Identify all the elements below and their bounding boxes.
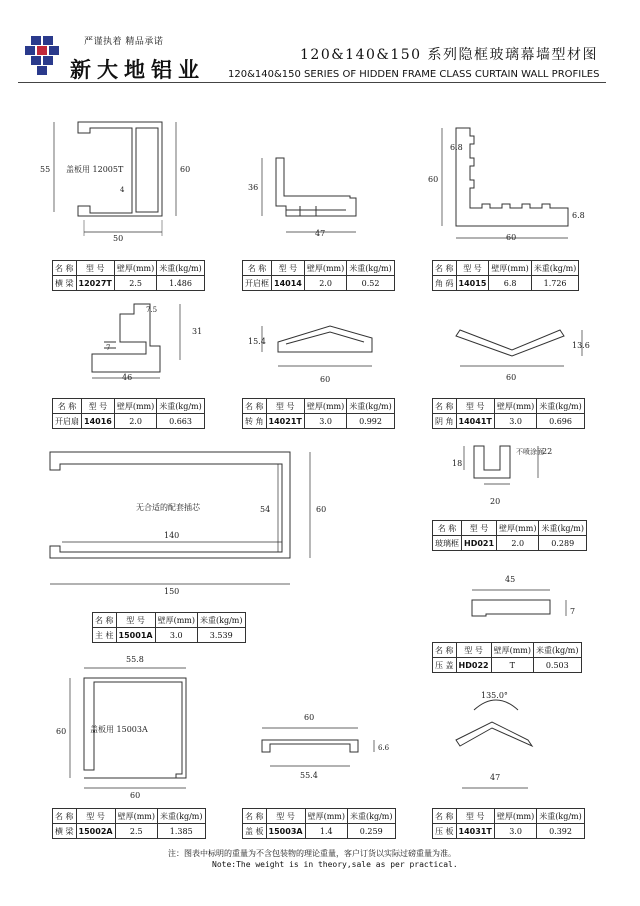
profile-code: 14014 (272, 276, 305, 291)
profile-name: 开启扇 (53, 414, 82, 429)
profile-weight: 1.385 (158, 824, 206, 839)
header-name: 名 称 (433, 809, 457, 824)
company-name: 新大地铝业 (70, 57, 205, 82)
profile-name: 转 角 (243, 414, 267, 429)
spec-table-15001a (92, 612, 246, 643)
header-name: 名 称 (243, 399, 267, 414)
header-code: 型 号 (76, 261, 114, 276)
profile-drawing-14014 (248, 158, 356, 238)
header-weight: 米重(kg/m) (157, 261, 205, 276)
dim-label: 7 (106, 344, 111, 352)
profile-thickness: 3.0 (304, 414, 346, 429)
dim-label: 6.8 (450, 143, 463, 152)
dim-label: 15.4 (248, 337, 266, 346)
spec-table-15002a (52, 808, 206, 839)
header-name: 名 称 (53, 809, 77, 824)
profile-code: 15002A (76, 824, 115, 839)
dim-label: 60 (56, 727, 67, 736)
profile-thickness: 3.0 (155, 628, 197, 643)
profile-inner-label: 盖板用 12005T (66, 165, 124, 174)
dim-label: 60 (130, 791, 141, 800)
header-code: 型 号 (266, 809, 305, 824)
header-code: 型 号 (462, 521, 497, 536)
dim-label: 60 (428, 175, 439, 184)
profile-weight: 0.259 (348, 824, 396, 839)
profile-weight: 0.696 (537, 414, 585, 429)
spec-table-hd022 (432, 642, 582, 673)
dim-label: 45 (505, 575, 516, 584)
profile-weight: 0.503 (534, 658, 582, 673)
header-weight: 米重(kg/m) (347, 399, 395, 414)
dim-label: 47 (315, 229, 326, 238)
spec-table-hd021 (432, 520, 587, 551)
profile-thickness: T (491, 658, 533, 673)
dim-label: 22 (542, 447, 553, 456)
dim-label: 54 (260, 505, 271, 514)
header-weight: 米重(kg/m) (537, 809, 585, 824)
profile-drawing-14016 (92, 304, 202, 382)
profile-weight: 0.992 (347, 414, 395, 429)
header-weight: 米重(kg/m) (198, 613, 246, 628)
footer-note-cn: 注：图表中标明的重量为不含包装物的理论重量，客户订货以实际过磅重量为准。 (168, 849, 456, 858)
spec-table-14041t (432, 398, 585, 429)
dim-label: 4 (120, 186, 125, 194)
header-thickness: 壁厚(mm) (114, 399, 156, 414)
header-name: 名 称 (243, 809, 267, 824)
header-thickness: 壁厚(mm) (115, 809, 157, 824)
header-name: 名 称 (433, 399, 457, 414)
header-weight: 米重(kg/m) (531, 261, 579, 276)
profile-thickness: 2.5 (114, 276, 156, 291)
profile-code: 15001A (116, 628, 155, 643)
dim-label: 135.0° (481, 691, 508, 700)
profile-code: HD021 (462, 536, 497, 551)
header-name: 名 称 (433, 643, 457, 658)
profile-thickness: 1.4 (305, 824, 347, 839)
profile-drawing-hd021 (452, 446, 552, 506)
profile-drawing-15001a (50, 452, 326, 596)
profile-name: 横 梁 (53, 824, 77, 839)
header-weight: 米重(kg/m) (534, 643, 582, 658)
header-weight: 米重(kg/m) (537, 399, 585, 414)
dim-label: 20 (490, 497, 501, 506)
header-weight: 米重(kg/m) (157, 399, 205, 414)
profile-weight: 0.392 (537, 824, 585, 839)
profile-thickness: 2.0 (497, 536, 539, 551)
profile-inner-label: 盖板用 15003A (90, 725, 148, 734)
header-name: 名 称 (93, 613, 117, 628)
dim-label: 55 (40, 165, 51, 174)
header-thickness: 壁厚(mm) (489, 261, 531, 276)
spec-table-14021t (242, 398, 395, 429)
profile-drawing-14015 (428, 128, 585, 242)
header-weight: 米重(kg/m) (539, 521, 587, 536)
dim-label: 47 (490, 773, 501, 782)
header-code: 型 号 (76, 809, 115, 824)
profile-code: 15003A (266, 824, 305, 839)
header-code: 型 号 (82, 399, 115, 414)
profile-thickness: 2.0 (304, 276, 346, 291)
dim-label: 60 (506, 233, 517, 242)
spec-table-14031t (432, 808, 585, 839)
profile-weight: 0.663 (157, 414, 205, 429)
header-thickness: 壁厚(mm) (497, 521, 539, 536)
profile-thickness: 3.0 (494, 414, 536, 429)
profile-weight: 1.726 (531, 276, 579, 291)
profile-thickness: 6.8 (489, 276, 531, 291)
profile-name: 阴 角 (433, 414, 457, 429)
profile-weight: 0.52 (347, 276, 395, 291)
header-thickness: 壁厚(mm) (491, 643, 533, 658)
profile-name: 玻璃框 (433, 536, 462, 551)
profile-drawing-12027t (40, 122, 190, 243)
profile-code: HD022 (456, 658, 491, 673)
company-slogan: 严谨执着 精品承诺 (84, 37, 164, 47)
profile-name: 压 板 (433, 824, 457, 839)
profile-inner-label: 不喷涂面 (516, 448, 544, 456)
dim-label: 7 (570, 607, 576, 616)
header-name: 名 称 (53, 399, 82, 414)
header-thickness: 壁厚(mm) (304, 261, 346, 276)
profile-code: 14021T (266, 414, 304, 429)
page-title-cn: 120&140&150 系列隐框玻璃幕墙型材图 (300, 47, 599, 63)
header-code: 型 号 (266, 399, 304, 414)
profile-code: 14031T (456, 824, 494, 839)
spec-table-14015 (432, 260, 579, 291)
dim-label: 60 (304, 713, 315, 722)
profile-name: 开启框 (243, 276, 272, 291)
header-code: 型 号 (456, 399, 494, 414)
dim-label: 18 (452, 459, 463, 468)
profile-drawing-hd022 (472, 575, 575, 616)
header-thickness: 壁厚(mm) (114, 261, 156, 276)
dim-label: 7.5 (146, 306, 158, 314)
profile-name: 盖 板 (243, 824, 267, 839)
header-name: 名 称 (433, 261, 457, 276)
profile-thickness: 2.5 (115, 824, 157, 839)
profile-drawing-15003a (262, 713, 390, 780)
header-weight: 米重(kg/m) (347, 261, 395, 276)
profile-code: 14016 (82, 414, 115, 429)
dim-label: 6.6 (378, 744, 390, 752)
profile-weight: 1.486 (157, 276, 205, 291)
dim-label: 6.8 (572, 211, 585, 220)
dim-label: 60 (316, 505, 327, 514)
dim-label: 150 (164, 587, 180, 596)
header-thickness: 壁厚(mm) (494, 399, 536, 414)
header-code: 型 号 (456, 809, 494, 824)
profile-drawing-14021t (248, 326, 372, 384)
dim-label: 140 (164, 531, 180, 540)
header-thickness: 壁厚(mm) (304, 399, 346, 414)
profile-drawing-14031t (456, 691, 532, 788)
dim-label: 31 (192, 327, 203, 336)
dim-label: 50 (113, 234, 124, 243)
profile-name: 主 柱 (93, 628, 117, 643)
header-name: 名 称 (433, 521, 462, 536)
dim-label: 46 (122, 373, 133, 382)
footer-note-en: Note:The weight is in theory,sale as per practical. (212, 860, 458, 869)
profile-code: 14041T (456, 414, 494, 429)
profile-name: 角 码 (433, 276, 457, 291)
header-code: 型 号 (272, 261, 305, 276)
profile-weight: 0.289 (539, 536, 587, 551)
header-code: 型 号 (456, 261, 489, 276)
dim-label: 60 (180, 165, 191, 174)
header-code: 型 号 (456, 643, 491, 658)
spec-table-12027t (52, 260, 205, 291)
profile-name: 横 梁 (53, 276, 77, 291)
dim-label: 13.6 (572, 341, 590, 350)
header-thickness: 壁厚(mm) (155, 613, 197, 628)
header-thickness: 壁厚(mm) (305, 809, 347, 824)
profile-name: 压 盖 (433, 658, 457, 673)
spec-table-14016 (52, 398, 205, 429)
dim-label: 60 (506, 373, 517, 382)
header-name: 名 称 (243, 261, 272, 276)
profile-code: 14015 (456, 276, 489, 291)
header-code: 型 号 (116, 613, 155, 628)
dim-label: 55.4 (300, 771, 318, 780)
dim-label: 60 (320, 375, 331, 384)
profile-weight: 3.539 (198, 628, 246, 643)
profile-inner-label: 无合适的配套插芯 (136, 503, 200, 512)
spec-table-15003a (242, 808, 396, 839)
profile-drawing-14041t (456, 330, 590, 382)
spec-table-14014 (242, 260, 395, 291)
page-title-en: 120&140&150 SERIES OF HIDDEN FRAME CLASS CURTAIN WALL PROFILES (228, 69, 600, 80)
profile-thickness: 3.0 (494, 824, 536, 839)
profile-code: 12027T (76, 276, 114, 291)
header-weight: 米重(kg/m) (158, 809, 206, 824)
dim-label: 55.8 (126, 655, 144, 664)
header-name: 名 称 (53, 261, 77, 276)
dim-label: 36 (248, 183, 259, 192)
profile-thickness: 2.0 (114, 414, 156, 429)
header-thickness: 壁厚(mm) (494, 809, 536, 824)
profile-drawing-15002a (56, 655, 186, 800)
header-weight: 米重(kg/m) (348, 809, 396, 824)
